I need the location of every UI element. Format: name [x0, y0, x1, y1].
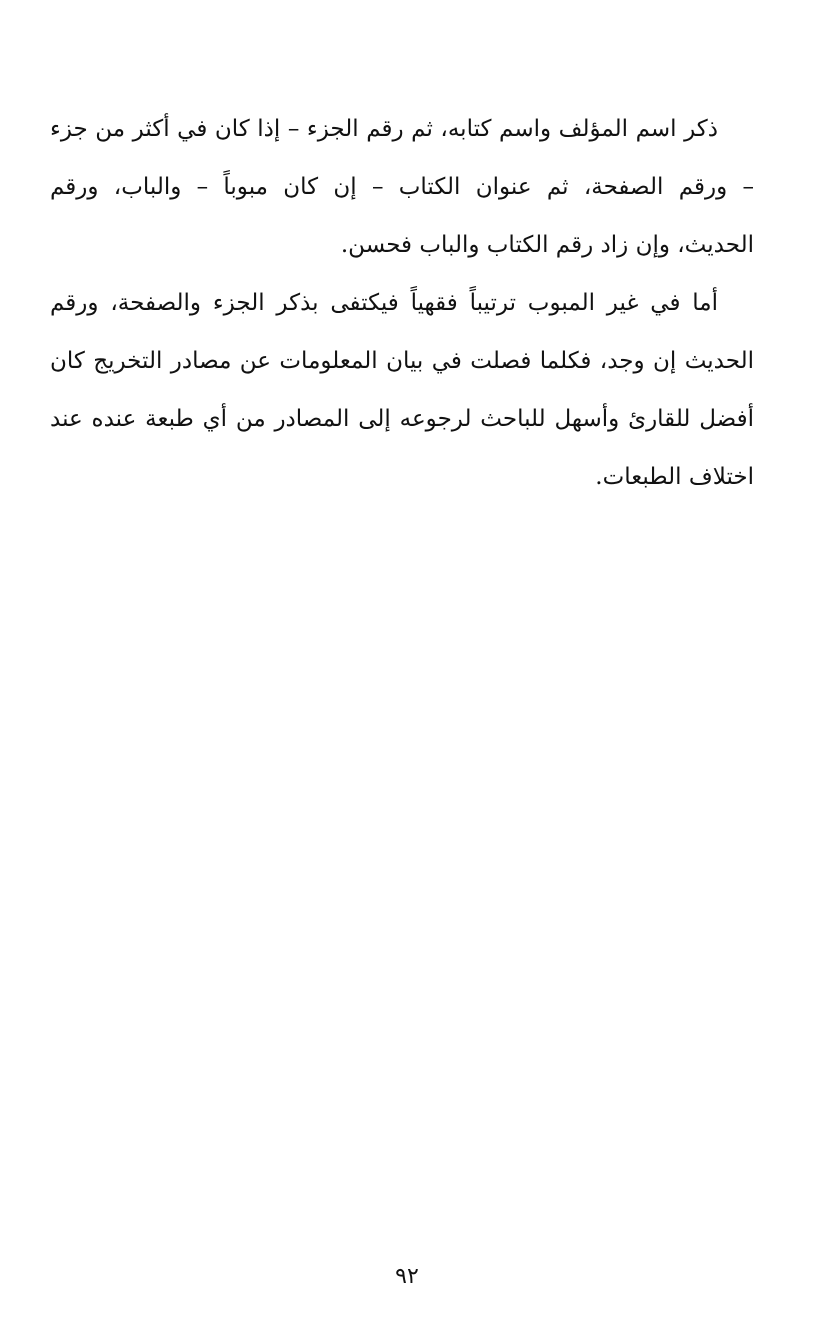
paragraph-1-line-1: ذكر اسم المؤلف واسم كتابه، ثم رقم الجزء – إذا كان في أكثر من جزء	[50, 116, 718, 142]
page-number: ٩٢	[395, 1264, 419, 1289]
paragraph-2-line-4: اختلاف الطبعات.	[595, 464, 754, 490]
paragraph-2-line-1: أما في غير المبوب ترتيباً فقهياً فيكتفى بذكر الجزء والصفحة، ورقم	[50, 290, 718, 316]
paragraph-2-line-3: أفضل للقارئ وأسهل للباحث لرجوعه إلى المصادر من أي طبعة عنده عند	[50, 406, 754, 432]
paragraph-1-line-2: – ورقم الصفحة، ثم عنوان الكتاب – إن كان مبوباً – والباب، ورقم	[50, 174, 754, 200]
paragraph-1-line-3: الحديث، وإن زاد رقم الكتاب والباب فحسن.	[340, 232, 754, 258]
paragraph-2-line-2: الحديث إن وجد، فكلما فصلت في بيان المعلومات عن مصادر التخريج كان	[50, 348, 754, 374]
body-text	[50, 104, 754, 510]
